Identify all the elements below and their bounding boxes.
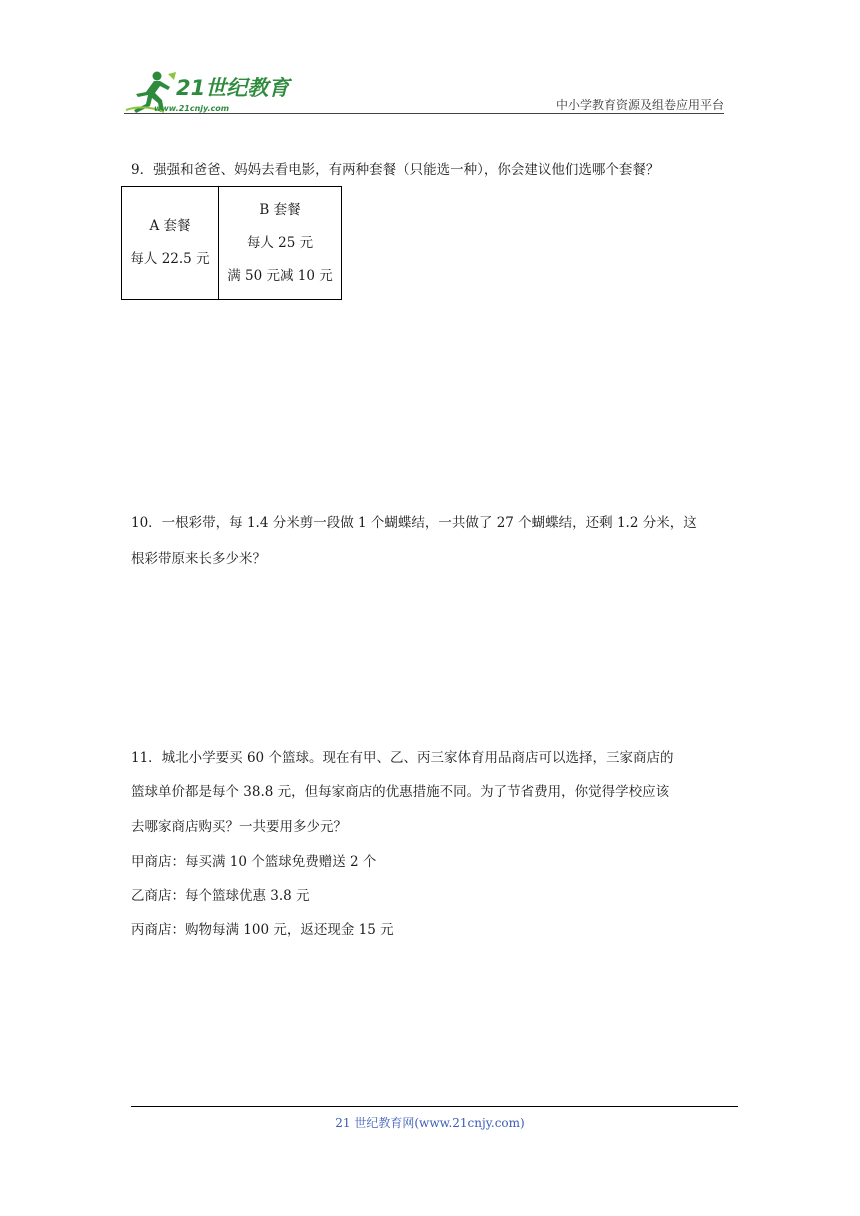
package-a-title: A 套餐: [149, 218, 191, 234]
question-11-line-3: 去哪家商店购买？一共要用多少元？: [131, 819, 347, 835]
package-table: [121, 186, 342, 300]
question-10-line-2: 根彩带原来长多少米？: [131, 551, 266, 567]
logo-title: 21世纪教育: [176, 76, 290, 100]
footer-divider: [131, 1106, 738, 1107]
question-9-text: 9．强强和爸爸、妈妈去看电影，有两种套餐（只能选一种），你会建议他们选哪个套餐？: [131, 162, 660, 178]
logo-url: www.21cnjy.com: [154, 104, 230, 113]
question-11-line-1: 11．城北小学要买 60 个篮球。现在有甲、乙、丙三家体育用品商店可以选择，三家商店的: [131, 750, 674, 766]
package-b-cell: [219, 187, 342, 300]
package-b-price: 每人 25 元: [246, 234, 314, 251]
shop-yi-offer: 乙商店：每个篮球优惠 3.8 元: [131, 888, 310, 904]
site-logo: [124, 70, 294, 118]
shop-jia-offer: 甲商店：每买满 10 个篮球免费赠送 2 个: [131, 854, 377, 870]
shop-bing-offer: 丙商店：购物每满 100 元，返还现金 15 元: [131, 922, 394, 938]
platform-label: 中小学教育资源及组卷应用平台: [555, 98, 724, 112]
header-divider: [124, 113, 724, 114]
question-10-line-1: 10．一根彩带，每 1.4 分米剪一段做 1 个蝴蝶结，一共做了 27 个蝴蝶结，还剩 1.2 分米，这: [131, 515, 697, 531]
package-b-discount: 满 50 元减 10 元: [227, 267, 333, 284]
footer-link[interactable]: 21 世纪教育网(www.21cnjy.com): [335, 1116, 525, 1130]
question-11-line-2: 篮球单价都是每个 38.8 元，但每家商店的优惠措施不同。为了节省费用，你觉得学校应该: [131, 784, 670, 800]
package-b-title: B 套餐: [259, 201, 301, 218]
package-a-price: 每人 22.5 元: [130, 251, 210, 267]
package-a-cell: [122, 187, 219, 300]
